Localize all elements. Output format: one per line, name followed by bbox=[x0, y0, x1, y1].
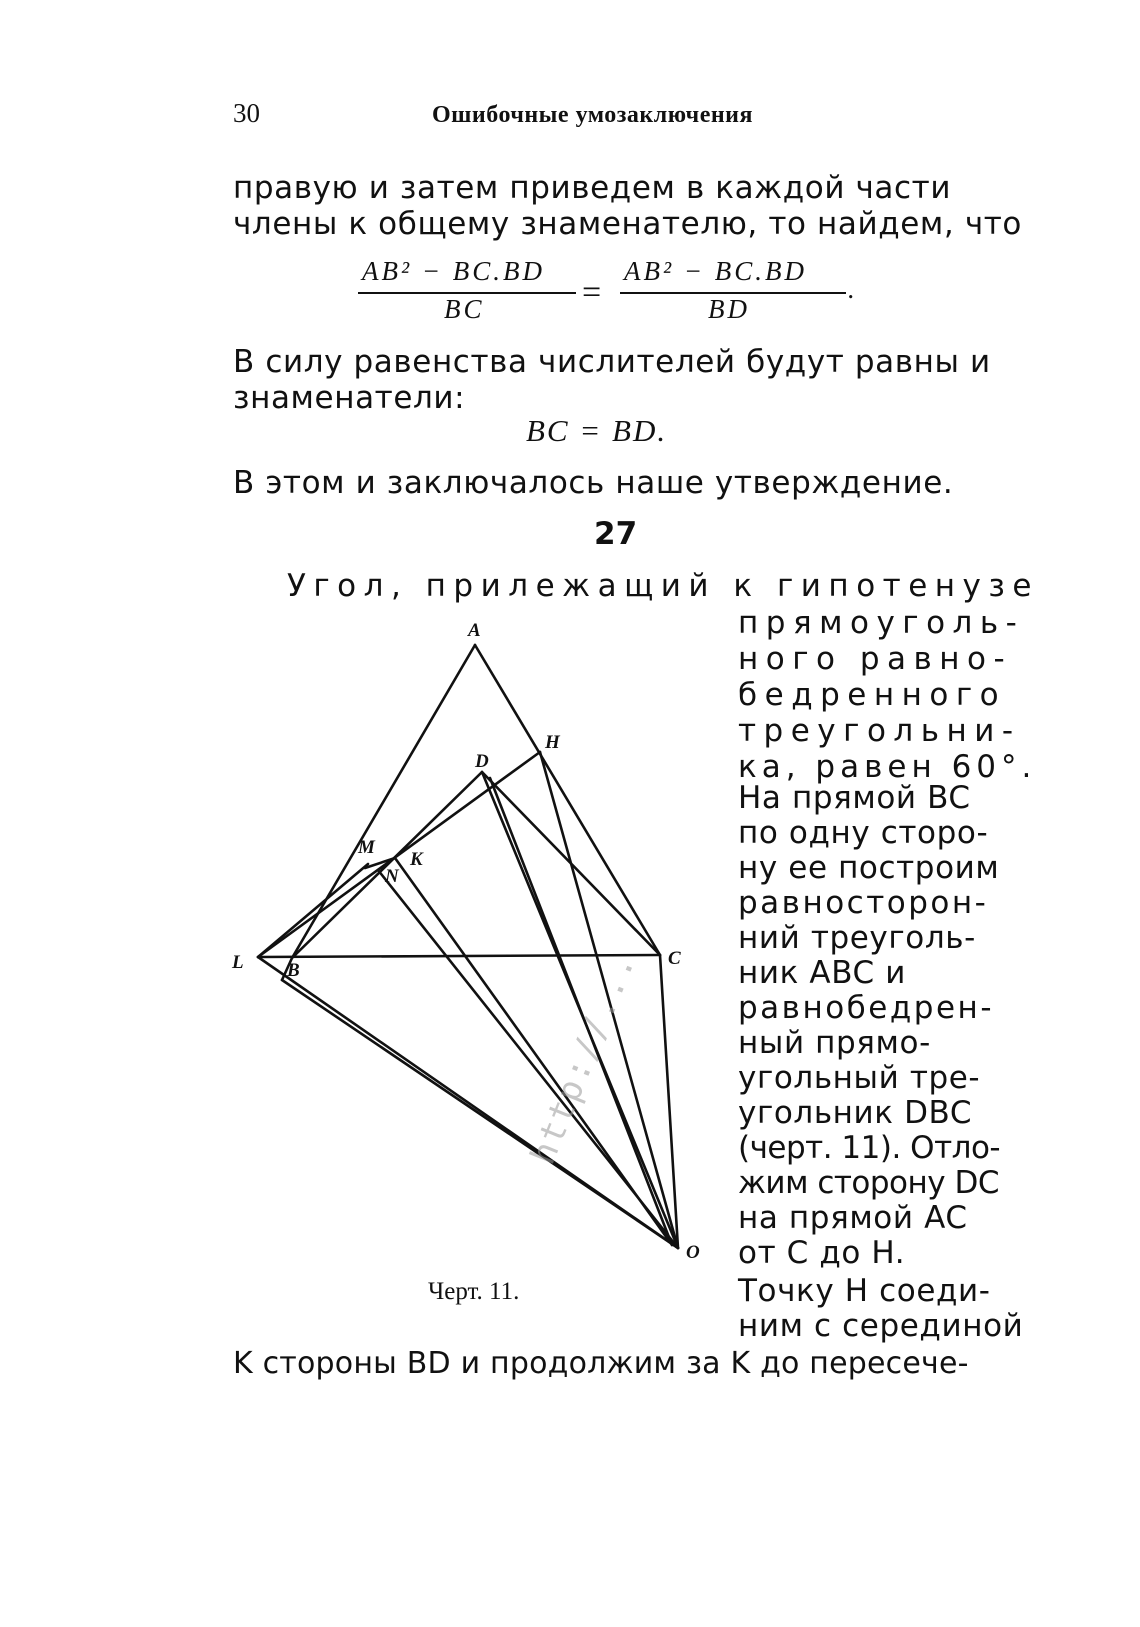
segment-KO bbox=[395, 858, 672, 1245]
running-title: Ошибочные умозаключения bbox=[432, 102, 753, 128]
column-line: бедренного bbox=[738, 677, 1007, 713]
column-line: равносторон- bbox=[738, 885, 989, 921]
column-line: ним с серединой bbox=[738, 1308, 1024, 1344]
label-L: L bbox=[232, 952, 244, 973]
column-line: от C до H. bbox=[738, 1235, 906, 1271]
segment-AC bbox=[475, 645, 660, 955]
column-line: ного равно- bbox=[738, 641, 1013, 677]
label-M: M bbox=[358, 837, 375, 858]
paragraph-line: K стороны BD и продолжим за K до пересече- bbox=[233, 1346, 969, 1381]
column-line: Точку H соеди- bbox=[738, 1273, 991, 1309]
paragraph-line: В этом и заключалось наше утверждение. bbox=[233, 465, 954, 501]
column-line: ну ее построим bbox=[738, 850, 1000, 886]
column-line: ный прямо- bbox=[738, 1025, 931, 1061]
column-line: угольный тре- bbox=[738, 1060, 981, 1096]
label-H: H bbox=[545, 732, 560, 753]
segment-LM bbox=[258, 864, 368, 957]
column-line: на прямой AC bbox=[738, 1200, 968, 1236]
column-line: по одну сторо- bbox=[738, 815, 989, 851]
column-line: треугольни- bbox=[738, 713, 1021, 749]
label-D: D bbox=[475, 751, 489, 772]
paragraph-line: члены к общему знаменателю, то найдем, что bbox=[233, 206, 1022, 242]
column-line: (черт. 11). Отло- bbox=[738, 1130, 1001, 1166]
column-line: угольник DBC bbox=[738, 1095, 973, 1131]
paragraph-line: правую и затем приведем в каждой части bbox=[233, 170, 952, 206]
column-line: ник ABC и bbox=[738, 955, 906, 991]
right-numerator: AB² − BC.BD bbox=[624, 256, 808, 286]
right-denominator: BD bbox=[708, 294, 750, 324]
segment-LC bbox=[258, 955, 660, 957]
spaced-heading-line: Угол, прилежащий к гипотенузе bbox=[287, 568, 1039, 604]
paragraph-line: знаменатели: bbox=[233, 380, 466, 416]
column-line: прямоуголь- bbox=[738, 605, 1025, 641]
equality-formula: BC = BD. bbox=[526, 413, 668, 448]
left-denominator: BC bbox=[444, 294, 485, 324]
column-line: ка, равен 60°. bbox=[738, 749, 1037, 785]
column-line: жим сторону DC bbox=[738, 1165, 1000, 1201]
label-N: N bbox=[385, 866, 399, 887]
equation-period: . bbox=[848, 274, 858, 304]
column-line: На прямой BC bbox=[738, 780, 971, 816]
watermark: http://... bbox=[522, 946, 645, 1170]
label-B: B bbox=[287, 960, 300, 981]
label-O: O bbox=[686, 1242, 700, 1263]
segment-LH bbox=[258, 752, 540, 957]
paragraph-line: В силу равенства числителей будут равны и bbox=[233, 344, 991, 380]
label-C: C bbox=[668, 948, 681, 969]
segment-DB bbox=[292, 772, 482, 958]
section-number: 27 bbox=[594, 516, 638, 552]
segment-CO bbox=[660, 955, 678, 1248]
column-line: ний треуголь- bbox=[738, 920, 976, 956]
left-numerator: AB² − BC.BD bbox=[362, 256, 546, 286]
figure-caption: Черт. 11. bbox=[428, 1278, 520, 1305]
column-line: равнобедрен- bbox=[738, 990, 995, 1026]
page-number: 30 bbox=[233, 98, 260, 128]
label-K: K bbox=[410, 849, 423, 870]
label-A: A bbox=[468, 620, 481, 641]
equals-sign: = bbox=[582, 274, 605, 311]
